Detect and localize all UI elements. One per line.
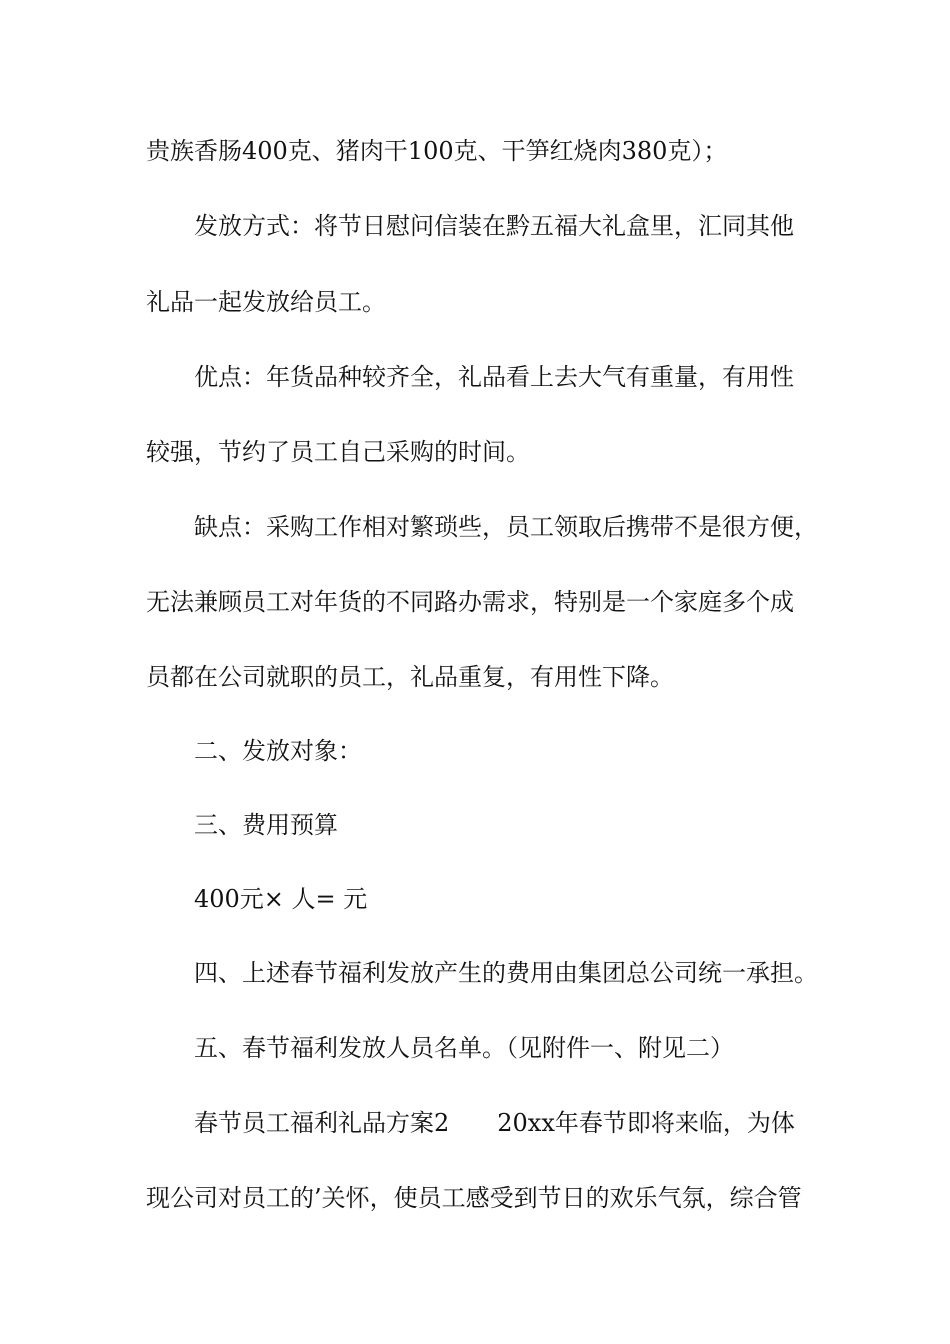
paragraph-line: 员都在公司就职的员工，礼品重复，有用性下降。 (146, 663, 674, 691)
paragraph-line: 无法兼顾员工对年货的不同路办需求，特别是一个家庭多个成 (146, 588, 794, 616)
paragraph-line: 较强，节约了员工自己采购的时间。 (146, 438, 530, 466)
paragraph-line: 优点：年货品种较齐全，礼品看上去大气有重量，有用性 (194, 363, 794, 391)
section-heading: 五、春节福利发放人员名单。（见附件一、附见二） (194, 1034, 734, 1062)
paragraph-line: 礼品一起发放给员工。 (146, 288, 386, 316)
section-heading: 三、费用预算 (194, 811, 338, 839)
paragraph-line: 春节员工福利礼品方案2 20xx年春节即将来临，为体 (194, 1109, 795, 1137)
paragraph-line: 缺点：采购工作相对繁琐些，员工领取后携带不是很方便， (194, 513, 818, 541)
section-heading: 二、发放对象： (194, 737, 362, 765)
paragraph-line: 现公司对员工的’关怀，使员工感受到节日的欢乐气氛，综合管 (146, 1184, 802, 1212)
paragraph-line: 发放方式：将节日慰问信装在黔五福大礼盒里，汇同其他 (194, 212, 794, 240)
paragraph-line: 贵族香肠400克、猪肉干100克、干笋红烧肉380克）； (146, 137, 728, 165)
section-heading: 四、上述春节福利发放产生的费用由集团总公司统一承担。 (194, 959, 818, 987)
budget-formula: 400元× 人= 元 (194, 885, 368, 913)
